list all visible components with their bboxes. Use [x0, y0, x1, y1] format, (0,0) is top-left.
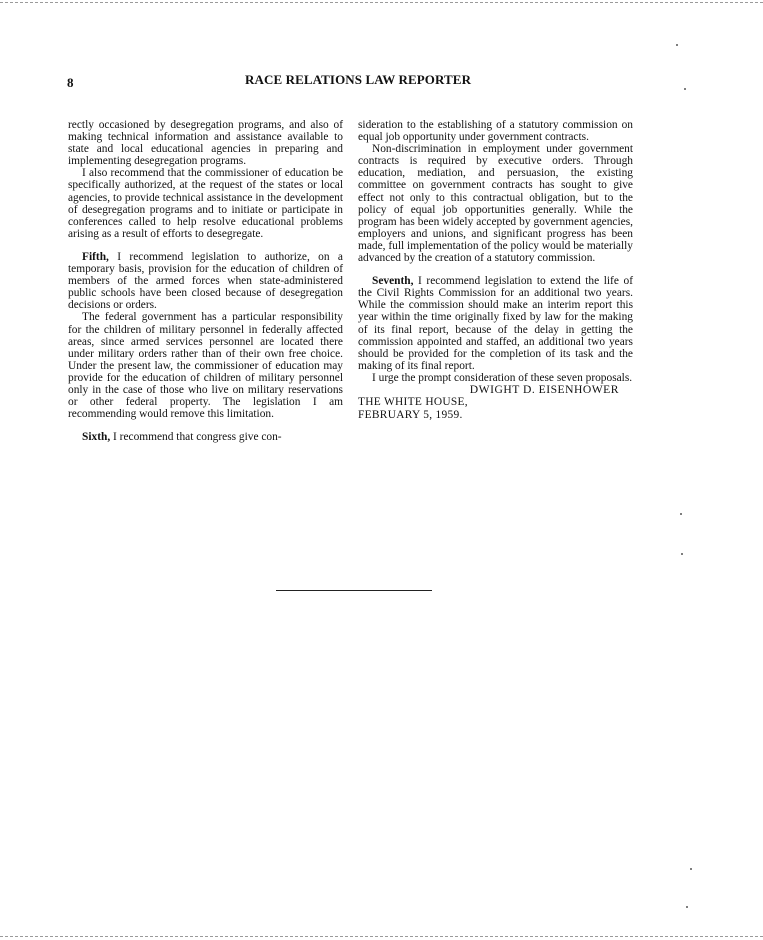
- paragraph: I urge the prompt consideration of these seven proposals.: [372, 371, 633, 384]
- paragraph-seventh: [358, 275, 633, 372]
- scan-speck: [686, 906, 688, 908]
- proposal-body: I recommend legislation to authorize, on a temporary basis, provision for the education of children of members of the armed forces when state-administered public schools have been closed because of desegregation decisions or orders.: [68, 250, 343, 312]
- proposal-body: I recommend that congress give con-: [110, 431, 282, 444]
- paragraph: The federal government has a particular responsibility for the children of military personnel in federally affected areas, since armed services personnel are located there under military orders rather than of their own free choice. Under the present law, the commissioner of education may provide for the education of children of military personnel only in the case of those who live on military reservations or other federal property. The legislation I am recommending would remove this limitation.: [68, 311, 343, 421]
- proposal-lead: Seventh,: [372, 275, 414, 288]
- scan-speck: [690, 868, 692, 870]
- paragraph: I also recommend that the commissioner of education be specifically authorized, at the request of the states or local agencies, to provide technical assistance in the development of desegregation programs and to initiate or participate in conferences called to help resolve educational problems arising as a result of efforts to desegregate.: [68, 167, 343, 240]
- running-head: RACE RELATIONS LAW REPORTER: [245, 72, 472, 87]
- proposal-body: I recommend legislation to extend the life of the Civil Rights Commission for an additional two years. While the commission should make an interim report this year within the time originally fixed by law for the making of its final report, because of the delay in getting the commission appointed and staffed, an additional two years should be provided for the completion of its task and the making of its final report.: [358, 275, 633, 372]
- signature: DWIGHT D. EISENHOWER: [469, 382, 619, 396]
- end-rule: [276, 590, 432, 591]
- paragraph: Non-discrimination in employment under government contracts is required by executive orders. Through education, mediation, and persuasion, the existing committee on government contracts has sought to give effect not only to this contractual obligation, but to the policy of equal job opportunities generally. While the program has been widely accepted by government agencies, employers and unions, and significant progress has been made, full implementation of the policy would be materially advanced by the creation of a statutory commission.: [358, 143, 633, 265]
- paragraph-fifth: [68, 251, 343, 311]
- paragraph-sixth: [68, 431, 343, 443]
- scan-edge-top: [0, 2, 763, 3]
- scan-speck: [680, 513, 682, 515]
- page-number: 8: [67, 75, 74, 90]
- scan-speck: [676, 44, 678, 46]
- place: THE WHITE HOUSE,: [358, 396, 468, 409]
- scan-edge-bottom: [0, 936, 763, 937]
- place-date: [358, 396, 633, 422]
- left-column: [68, 119, 343, 443]
- scan-speck: [681, 553, 683, 555]
- paragraph: rectly occasioned by desegregation programs, and also of making technical information and assistance available to state and local educational agencies in preparing and implementing desegregation programs.: [68, 119, 343, 168]
- paragraph: sideration to the establishing of a statutory commission on equal job opportunity under government contracts.: [358, 119, 633, 144]
- date: FEBRUARY 5, 1959.: [358, 409, 463, 422]
- proposal-lead: Fifth,: [82, 250, 109, 263]
- proposal-lead: Sixth,: [82, 431, 111, 444]
- right-column: [358, 119, 633, 422]
- scan-speck: [684, 88, 686, 90]
